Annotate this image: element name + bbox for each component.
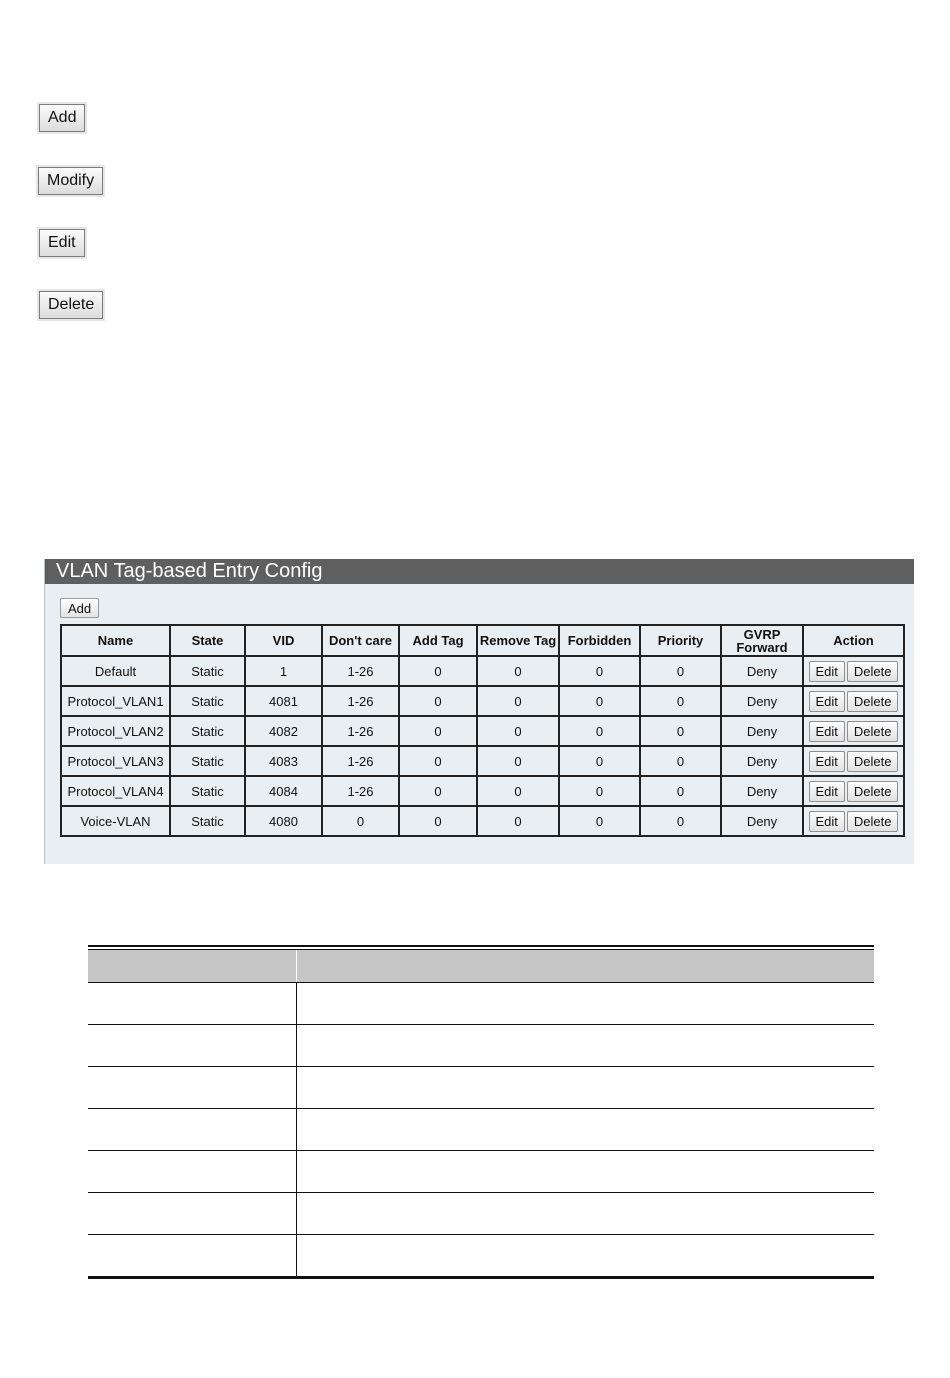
cell-state: Static <box>170 776 245 806</box>
cell-name: Protocol_VLAN4 <box>61 776 170 806</box>
description-header-cell <box>297 950 874 982</box>
table-row <box>61 656 904 686</box>
cell-name: Protocol_VLAN1 <box>61 686 170 716</box>
row-delete-button[interactable]: Delete <box>847 721 899 742</box>
cell-action <box>803 746 904 776</box>
cell-add-tag: 0 <box>399 746 477 776</box>
cell-priority: 0 <box>640 656 721 686</box>
cell-priority: 0 <box>640 776 721 806</box>
cell-vid: 1 <box>245 656 322 686</box>
cell-remove-tag: 0 <box>477 746 559 776</box>
column-header: Priority <box>640 625 721 656</box>
cell-remove-tag: 0 <box>477 716 559 746</box>
table-row <box>88 1025 874 1067</box>
cell-action <box>803 656 904 686</box>
cell-add-tag: 0 <box>399 716 477 746</box>
column-header: Add Tag <box>399 625 477 656</box>
row-delete-button[interactable]: Delete <box>847 811 899 832</box>
cell-gvrp: Deny <box>721 716 803 746</box>
row-edit-button[interactable]: Edit <box>809 781 845 802</box>
table-row <box>88 1109 874 1151</box>
cell-vid: 4081 <box>245 686 322 716</box>
cell-forbidden: 0 <box>559 746 640 776</box>
cell-remove-tag: 0 <box>477 686 559 716</box>
cell-vid: 4084 <box>245 776 322 806</box>
add-entry-button[interactable]: Add <box>60 598 99 618</box>
cell-action <box>803 716 904 746</box>
table-row <box>61 716 904 746</box>
parameter-table <box>88 945 874 1279</box>
cell-action <box>803 776 904 806</box>
cell-name: Default <box>61 656 170 686</box>
cell-gvrp: Deny <box>721 746 803 776</box>
row-edit-button[interactable]: Edit <box>809 721 845 742</box>
cell-state: Static <box>170 806 245 836</box>
vlan-entry-table <box>60 624 905 837</box>
column-header: Don't care <box>322 625 399 656</box>
edit-button[interactable]: Edit <box>39 229 85 257</box>
cell-state: Static <box>170 686 245 716</box>
row-delete-button[interactable]: Delete <box>847 661 899 682</box>
cell-name: Voice-VLAN <box>61 806 170 836</box>
table-row <box>88 1235 874 1276</box>
column-header: Name <box>61 625 170 656</box>
column-header: VID <box>245 625 322 656</box>
cell-priority: 0 <box>640 746 721 776</box>
cell-dont-care: 1-26 <box>322 686 399 716</box>
row-delete-button[interactable]: Delete <box>847 781 899 802</box>
column-header: Action <box>803 625 904 656</box>
cell-forbidden: 0 <box>559 716 640 746</box>
cell-add-tag: 0 <box>399 686 477 716</box>
table-row <box>88 1151 874 1193</box>
cell-dont-care: 1-26 <box>322 746 399 776</box>
cell-priority: 0 <box>640 806 721 836</box>
row-edit-button[interactable]: Edit <box>809 811 845 832</box>
cell-gvrp: Deny <box>721 806 803 836</box>
table-row <box>88 983 874 1025</box>
row-edit-button[interactable]: Edit <box>809 751 845 772</box>
table-header-row <box>61 625 904 656</box>
cell-forbidden: 0 <box>559 806 640 836</box>
cell-remove-tag: 0 <box>477 776 559 806</box>
modify-button[interactable]: Modify <box>38 167 103 195</box>
cell-dont-care: 0 <box>322 806 399 836</box>
cell-state: Static <box>170 656 245 686</box>
table-row <box>88 1067 874 1109</box>
cell-dont-care: 1-26 <box>322 716 399 746</box>
parameter-table-header <box>88 950 874 983</box>
cell-remove-tag: 0 <box>477 806 559 836</box>
table-row <box>61 686 904 716</box>
cell-action <box>803 686 904 716</box>
cell-forbidden: 0 <box>559 776 640 806</box>
row-delete-button[interactable]: Delete <box>847 751 899 772</box>
cell-name: Protocol_VLAN2 <box>61 716 170 746</box>
row-delete-button[interactable]: Delete <box>847 691 899 712</box>
table-row <box>61 776 904 806</box>
cell-name: Protocol_VLAN3 <box>61 746 170 776</box>
cell-add-tag: 0 <box>399 806 477 836</box>
column-header: GVRP Forward <box>721 625 803 656</box>
cell-action <box>803 806 904 836</box>
table-row <box>88 1193 874 1235</box>
cell-forbidden: 0 <box>559 686 640 716</box>
column-header: Remove Tag <box>477 625 559 656</box>
table-bottom-rule <box>88 1276 874 1279</box>
cell-dont-care: 1-26 <box>322 656 399 686</box>
row-edit-button[interactable]: Edit <box>809 691 845 712</box>
cell-priority: 0 <box>640 686 721 716</box>
table-row <box>61 746 904 776</box>
vlan-tag-entry-panel <box>44 559 914 864</box>
cell-add-tag: 0 <box>399 656 477 686</box>
cell-state: Static <box>170 716 245 746</box>
cell-add-tag: 0 <box>399 776 477 806</box>
column-header: Forbidden <box>559 625 640 656</box>
row-edit-button[interactable]: Edit <box>809 661 845 682</box>
cell-priority: 0 <box>640 716 721 746</box>
cell-remove-tag: 0 <box>477 656 559 686</box>
cell-gvrp: Deny <box>721 776 803 806</box>
cell-gvrp: Deny <box>721 656 803 686</box>
add-button[interactable]: Add <box>39 104 85 132</box>
cell-vid: 4082 <box>245 716 322 746</box>
cell-forbidden: 0 <box>559 656 640 686</box>
cell-vid: 4083 <box>245 746 322 776</box>
delete-button[interactable]: Delete <box>39 291 103 319</box>
cell-dont-care: 1-26 <box>322 776 399 806</box>
column-header: State <box>170 625 245 656</box>
parameter-header-cell <box>88 950 297 982</box>
table-row <box>61 806 904 836</box>
cell-gvrp: Deny <box>721 686 803 716</box>
cell-vid: 4080 <box>245 806 322 836</box>
cell-state: Static <box>170 746 245 776</box>
panel-title: VLAN Tag-based Entry Config <box>45 559 914 584</box>
